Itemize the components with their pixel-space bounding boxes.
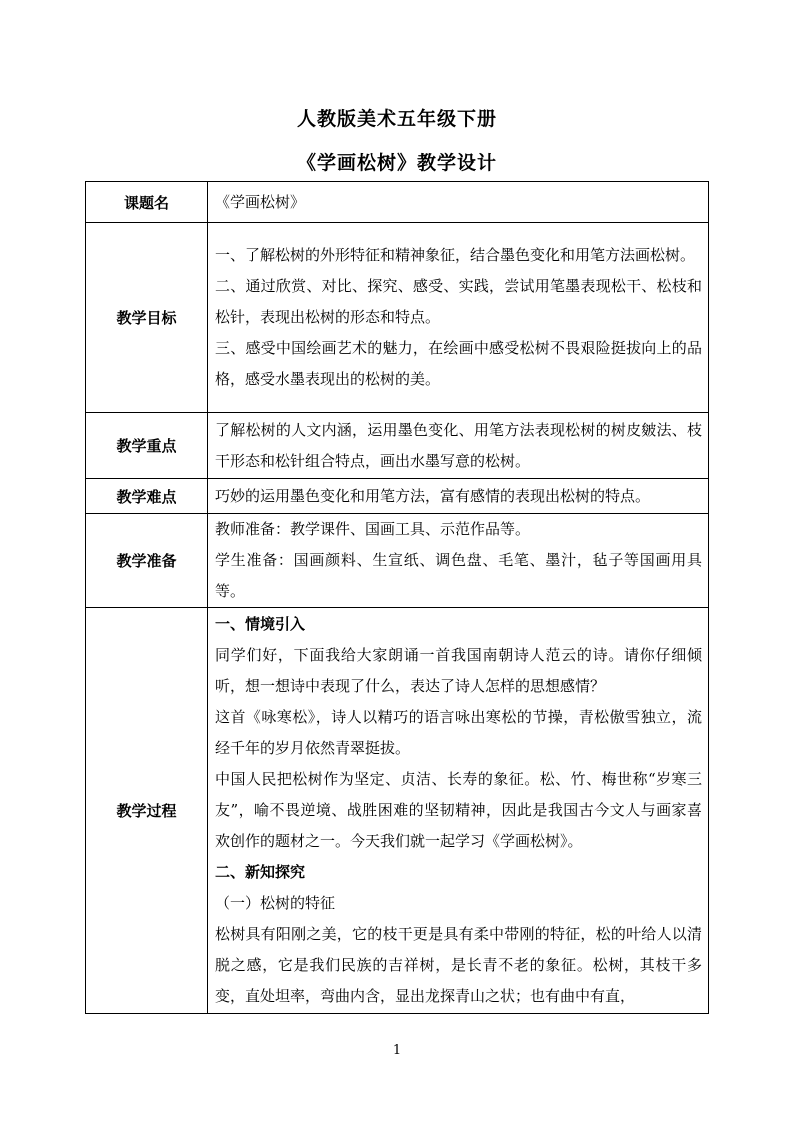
topic-text: 《学画松树》: [215, 192, 306, 211]
row-label-goals: 教学目标: [86, 223, 208, 413]
goal-item: 二、通过欣赏、对比、探究、感受、实践，尝试用笔墨表现松干、松枝和松针，表现出松树的形态和特点。: [215, 277, 702, 326]
row-content-goals: [208, 223, 709, 413]
row-label-preparation: 教学准备: [86, 514, 208, 608]
paragraph: 松树具有阳刚之美，它的枝干更是具有柔中带刚的特征，松的叶给人以清脱之感，它是我们民族的吉祥树，是长青不老的象征。松树，其枝干多变，直处坦率，弯曲内含，显出龙探青山之状；也有曲中有直，: [215, 925, 702, 1005]
table-row-topic: [86, 182, 709, 223]
document-subtitle: 《学画松树》教学设计: [296, 152, 497, 174]
row-label-key-points: 教学重点: [86, 413, 208, 479]
table-row-process: [86, 608, 709, 1014]
row-label-topic: 课题名: [86, 182, 208, 223]
section-heading: 一、情境引入: [215, 615, 306, 633]
paragraph: 中国人民把松树作为坚定、贞洁、长寿的象征。松、竹、梅世称“岁寒三友”，喻不畏逆境、战胜困难的坚韧精神，因此是我国古今文人与画家喜欢创作的题材之一。今天我们就一起学习《学画松树》。: [215, 770, 702, 850]
section-heading: 二、新知探究: [215, 863, 306, 881]
goal-item: 一、了解松树的外形特征和精神象征，结合墨色变化和用笔方法画松树。: [215, 246, 696, 264]
paragraph: 同学们好，下面我给大家朗诵一首我国南朝诗人范云的诗。请你仔细倾听，想一想诗中表现了什么，表达了诗人怎样的思想感情？: [215, 646, 702, 695]
document-title: 人教版美术五年级下册: [296, 108, 497, 130]
row-content-difficulty: [208, 479, 709, 514]
row-content-key-points: [208, 413, 709, 479]
difficulty-text: 巧妙的运用墨色变化和用笔方法，富有感情的表现出松树的特点。: [215, 486, 651, 505]
table-row-goals: [86, 223, 709, 413]
row-label-difficulty: 教学难点: [86, 479, 208, 514]
preparation-item: 学生准备：国画颜料、生宣纸、调色盘、毛笔、墨汁，毡子等国画用具等。: [215, 551, 702, 600]
row-content-process: [208, 608, 709, 1014]
row-label-process: 教学过程: [86, 608, 208, 1014]
goal-item: 三、感受中国绘画艺术的魅力，在绘画中感受松树不畏艰险挺拔向上的品格，感受水墨表现出的松树的美。: [215, 339, 702, 388]
page-number: 1: [392, 1043, 402, 1058]
table-row-difficulty: [86, 479, 709, 514]
row-content-topic: [208, 182, 709, 223]
table-row-key-points: [86, 413, 709, 479]
lesson-plan-table: [85, 181, 709, 1014]
preparation-item: 教师准备：教学课件、国画工具、示范作品等。: [215, 520, 531, 538]
subsection-heading: （一）松树的特征: [215, 894, 336, 912]
key-points-text: 了解松树的人文内涵，运用墨色变化、用笔方法表现松树的树皮皴法、枝干形态和松针组合特点，画出水墨写意的松树。: [215, 420, 702, 470]
table-row-preparation: [86, 514, 709, 608]
row-content-preparation: [208, 514, 709, 608]
paragraph: 这首《咏寒松》，诗人以精巧的语言咏出寒松的节操，青松傲雪独立，流经千年的岁月依然青翠挺拔。: [215, 708, 702, 757]
